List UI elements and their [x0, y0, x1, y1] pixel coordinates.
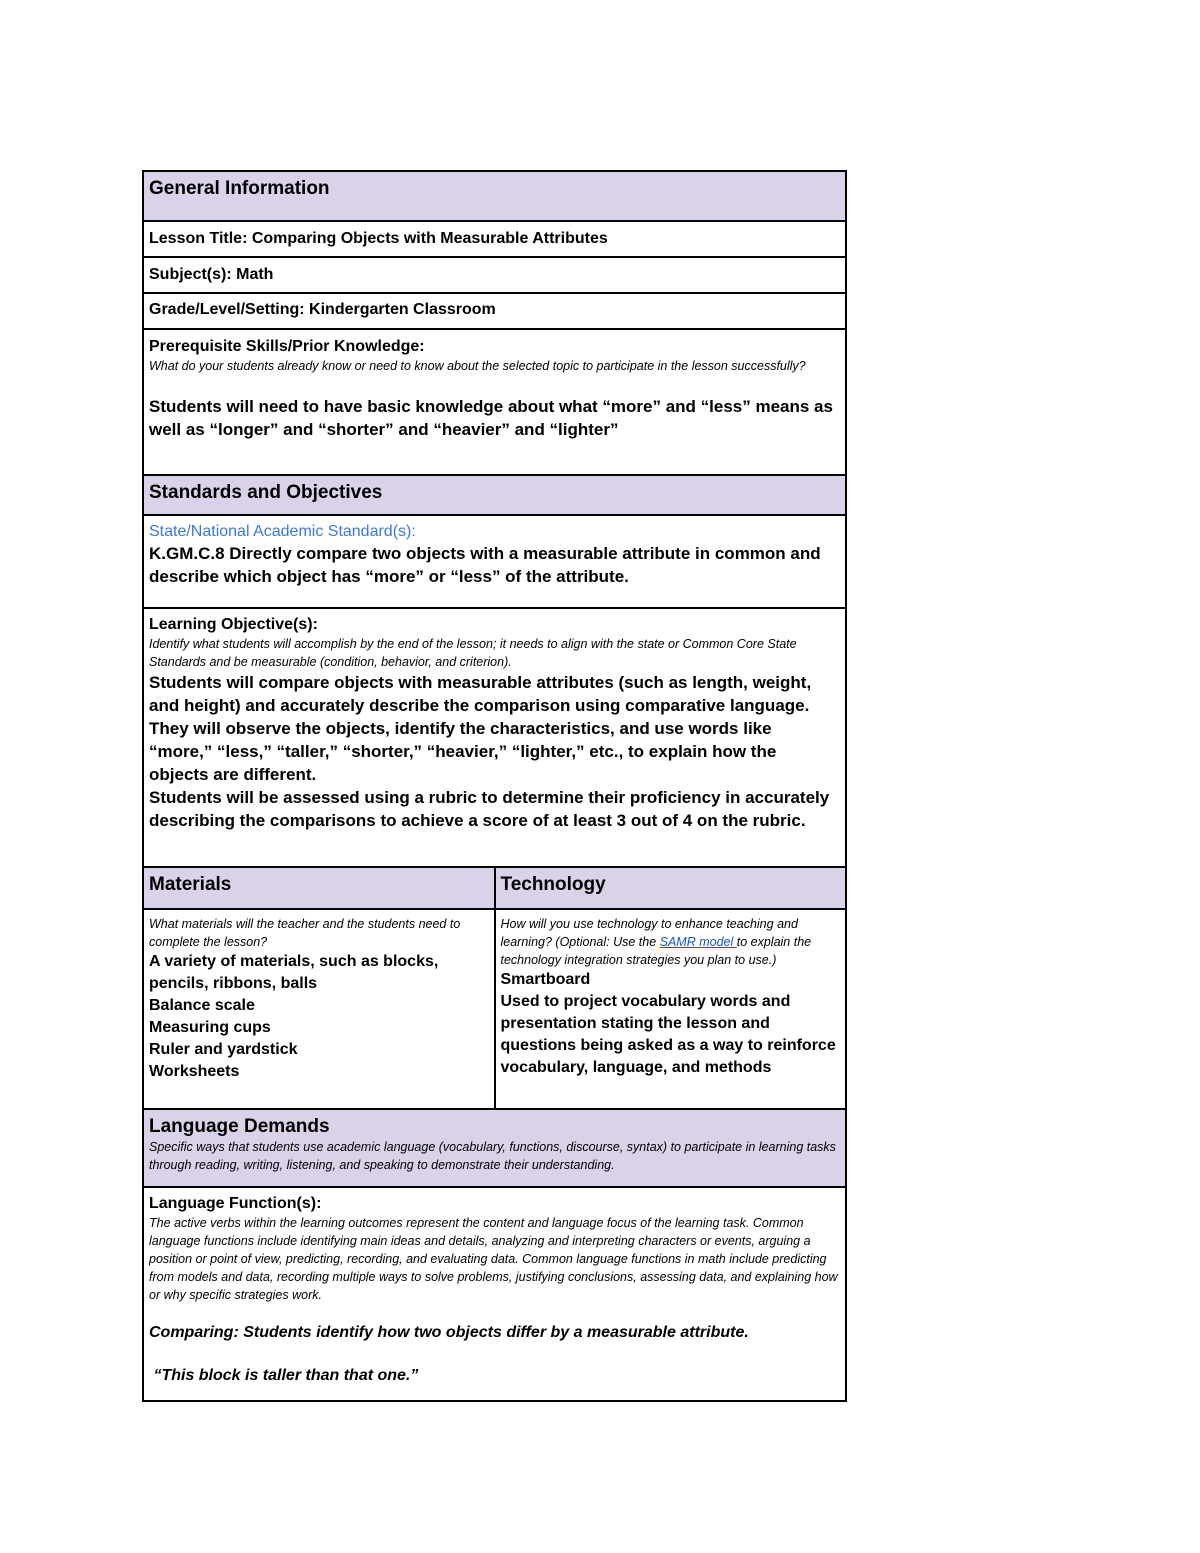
language-function-label: Language Function(s): — [149, 1195, 322, 1212]
grade-level-setting: Grade/Level/Setting: Kindergarten Classroom — [149, 301, 496, 318]
material-item: Worksheets — [149, 1063, 240, 1080]
lesson-title-row — [144, 222, 845, 258]
technology-hint-start: How will you use technology to enhance teaching and learning? (Optional: Use the — [500, 917, 798, 949]
material-item: Balance scale — [149, 997, 255, 1014]
technology-tool: Smartboard — [500, 971, 591, 988]
objective-text: Students will compare objects with measurable attributes (such as length, weight, and height) and accurately describe the comparison using comparative language. They will observe the objects, identify the characteristics, and use words like “more,” “less,” “taller,” “shorter,” “heavier,” “lighter,” etc., to explain how the objects are different. — [149, 673, 812, 784]
lesson-plan-table — [142, 170, 847, 1402]
language-function-row — [144, 1188, 845, 1400]
technology-header — [496, 868, 846, 908]
materials-list — [149, 951, 488, 1083]
materials-hint: What materials will the teacher and the students need to complete the lesson? — [149, 917, 461, 949]
learning-objective-row — [144, 609, 845, 868]
section-title: Technology — [500, 874, 606, 895]
subjects-row — [144, 258, 845, 294]
standard-row — [144, 516, 845, 609]
grade-row — [144, 294, 845, 330]
materials-cell — [144, 910, 496, 1108]
section-title: Materials — [149, 874, 232, 895]
material-item: Measuring cups — [149, 1019, 271, 1036]
materials-header — [144, 868, 496, 908]
technology-hint — [501, 915, 840, 969]
section-title: Standards and Objectives — [149, 482, 383, 503]
language-function-hint: The active verbs within the learning outcomes represent the content and language focus of the learning task. Common language functions include identifying main ideas and details, analyzing and interpreting characters or events, arguing a position or point of view, predicting, recording, and evaluating data. Common language functions in math include predicting from models and data, recording multiple ways to solve problems, justifying conclusions, assessing data, and explaining how or why specific strategies work. — [149, 1216, 838, 1302]
material-item: Ruler and yardstick — [149, 1041, 298, 1058]
objective-label: Learning Objective(s): — [149, 616, 318, 633]
section-title: Language Demands — [149, 1116, 330, 1137]
samr-model-link[interactable]: SAMR model — [659, 935, 737, 949]
prerequisite-label: Prerequisite Skills/Prior Knowledge: — [149, 338, 425, 355]
technology-hint-end: to explain the technology integration strategies you plan to use.) — [500, 935, 812, 967]
general-information-header — [144, 172, 845, 222]
objective-hint: Identify what students will accomplish by the end of the lesson; it needs to align with the state or Common Core State Standards and be measurable (condition, behavior, and criterion). — [149, 637, 797, 669]
language-demands-header — [144, 1110, 845, 1188]
language-function-answer: Comparing: Students identify how two objects differ by a measurable attribute. — [149, 1324, 749, 1341]
section-title: General Information — [149, 178, 330, 199]
assessment-text: Students will be assessed using a rubric to determine their proficiency in accurately describing the comparisons to achieve a score of at least 3 out of 4 on the rubric. — [149, 788, 830, 830]
standard-label: State/National Academic Standard(s): — [149, 523, 416, 540]
technology-description: Used to project vocabulary words and presentation stating the lesson and questions being asked as a way to reinforce vocabulary, language, and methods — [500, 993, 836, 1076]
materials-technology-header-row — [144, 868, 845, 910]
technology-cell — [496, 910, 846, 1108]
prerequisite-answer: Students will need to have basic knowledge about what “more” and “less” means as well as “longer” and “shorter” and “heavier” and “lighter” — [149, 397, 833, 439]
prerequisite-hint: What do your students already know or need to know about the selected topic to participate in the lesson successfully? — [149, 359, 806, 373]
language-demands-hint: Specific ways that students use academic language (vocabulary, functions, discourse, syntax) to participate in learning tasks through reading, writing, listening, and speaking to demonstrate their understanding. — [149, 1140, 836, 1172]
material-item: A variety of materials, such as blocks, pencils, ribbons, balls — [149, 953, 439, 992]
lesson-title: Lesson Title: Comparing Objects with Measurable Attributes — [149, 230, 608, 247]
language-function-example: “This block is taller than that one.” — [149, 1367, 419, 1384]
standard-text: K.GM.C.8 Directly compare two objects with a measurable attribute in common and describe which object has “more” or “less” of the attribute. — [149, 544, 821, 586]
subjects: Subject(s): Math — [149, 266, 274, 283]
prerequisite-row — [144, 330, 845, 476]
standards-header — [144, 476, 845, 516]
materials-technology-content-row — [144, 910, 845, 1110]
